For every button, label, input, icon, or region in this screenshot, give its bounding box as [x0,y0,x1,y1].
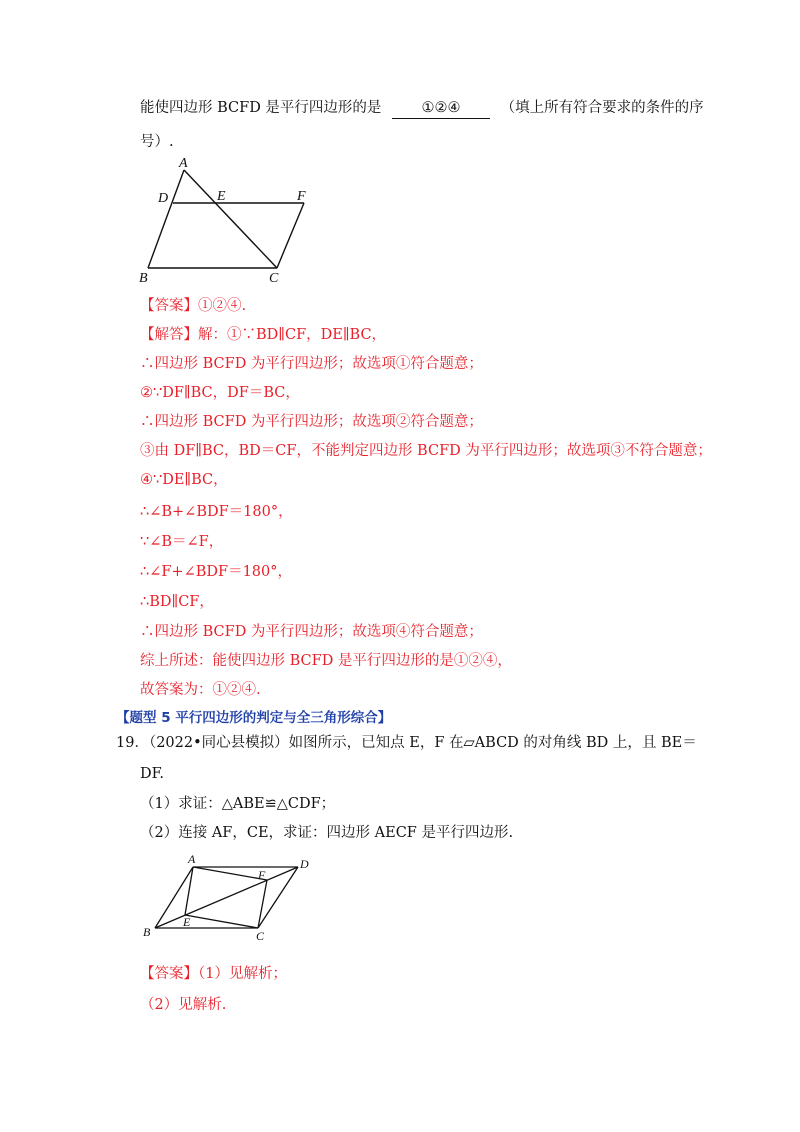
label-e: E [183,915,191,929]
solution-line: 综上所述：能使四边形 BCFD 是平行四边形的是①②④， [140,653,512,669]
q18-answer: 【答案】①②④. [140,298,247,314]
q19-answer-2: （2）见解析. [140,997,227,1013]
label-b: B [139,271,148,286]
q19-part1: （1）求证：△ABE≌△CDF； [140,796,336,812]
q19-answer-1: 【答案】（1）见解析； [140,966,287,982]
section-heading: 【题型 5 平行四边形的判定与全三角形综合】 [116,710,392,726]
q19-part2: （2）连接 AF，CE，求证：四边形 AECF 是平行四边形. [140,825,514,841]
label-a: A [179,156,188,171]
q18-suffix: （填上所有符合要求的条件的序 [500,100,704,116]
final-answer-line: 故答案为：①②④. [140,682,261,698]
label-d: D [158,191,169,206]
answer-blank: ①②④ [392,98,490,119]
q19-statement-line1: 19．（2022•同心县模拟）如图所示，已知点 E，F 在▱ABCD 的对角线 BD 上，且 BE＝ [116,735,697,751]
solution-line: ∴∠B+∠BDF＝180°， [140,504,293,520]
solution-line: ②∵DF∥BC，DF＝BC， [140,385,300,401]
label-d: D [300,857,309,871]
solution-line: ∵∠B＝∠F， [140,534,224,550]
solution-line: ∴四边形 BCFD 为平行四边形；故选项①符合题意； [140,356,483,372]
q18-statement-line2: 号）. [140,134,174,150]
solution-line: 【解答】解：①∵BD∥CF，DE∥BC， [140,327,387,343]
label-c: C [269,271,279,286]
label-f: F [258,868,266,882]
solution-line: ∴∠F+∠BDF＝180°， [140,564,293,580]
label-f: F [297,189,306,204]
solution-line: ④∵DE∥BC， [140,472,228,488]
diagonal-bd [155,867,298,928]
segment-ec [185,915,258,928]
solution-line: ∴四边形 BCFD 为平行四边形；故选项④符合题意； [140,624,483,640]
label-a: A [188,852,196,866]
solution-line: ∴BD∥CF， [140,594,214,610]
label-b: B [143,925,151,939]
q18-prefix: 能使四边形 BCFD 是平行四边形的是 [140,100,382,116]
label-c: C [256,929,265,943]
solution-line: ∴四边形 BCFD 为平行四边形；故选项②符合题意； [140,414,483,430]
solution-line: ③由 DF∥BC，BD＝CF，不能判定四边形 BCFD 为平行四边形；故选项③不符合题意； [140,443,712,459]
segment-af [193,867,267,880]
q19-statement-line2: DF. [140,766,165,782]
label-e: E [217,189,226,204]
